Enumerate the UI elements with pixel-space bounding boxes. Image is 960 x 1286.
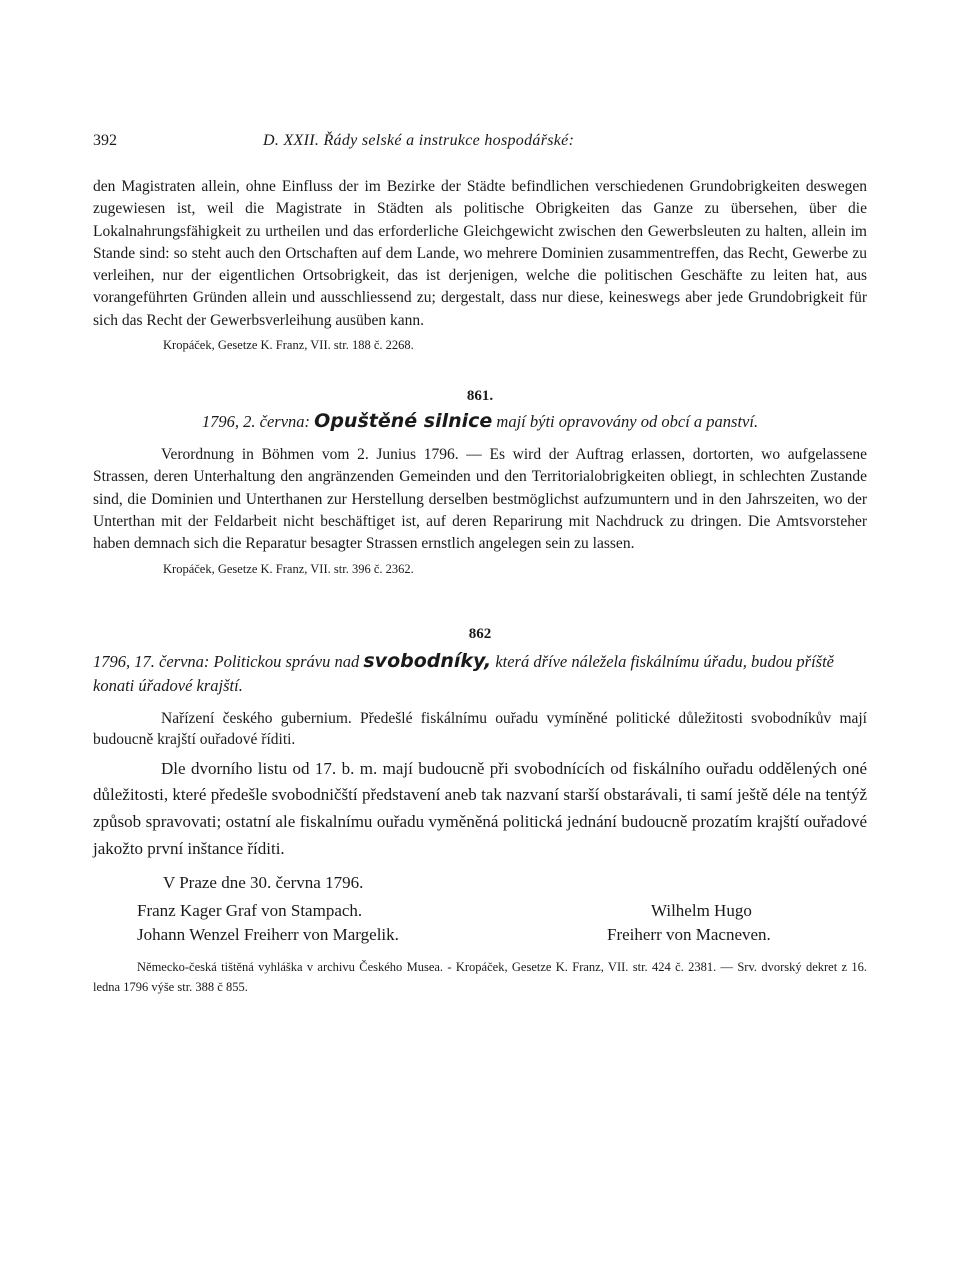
signature-left-2: Johann Wenzel Freiherr von Margelik. <box>137 924 399 944</box>
intro-paragraph: den Magistraten allein, ohne Einfluss der im Bezirke der Städte befindlichen verschiedenen Grundobrigkeiten deswegen zugewiesen ist, weil die Magistrate in Städten als politische Obrigkeiten das Ganze zu übersehen, über die Lokalnahrungsfähigkeit zu urtheilen und das erforderliche Gleichgewicht zwischen den Gewerbsleuten zu halten, allein im Stande sind: so steht auch den Ortschaften auf dem Lande, wo mehrere Dominien zusammentreffen, das Recht, Gewerbe zu verleihen, nur der eigentlichen Ortsobrigkeit, das ist derjenigen, welche die politischen Geschäfte zu leiten hat, aus vorangeführten Gründen allein und ausschliessend zu; dergestalt, dass nur diese, keineswegs aber jede Grundobrigkeit für sich das Recht der Gewerbsverleihung ausüben kann. <box>93 178 867 329</box>
section-861-body: Verordnung in Böhmen vom 2. Junius 1796. — Es wird der Auftrag erlassen, dortorten, wo aufgelassene Strassen, deren Unterhaltung den angränzenden Gemeinden und den Territorialobrigkeiten obliegt, in schlechten Zustande sind, die Dominien und Unterthanen zur Herstellung derselben bestmöglichst aufzumuntern und in den Jahrszeiten, wo der Unterthan mit der Feldarbeit nicht beschäftiget ist, auf deren Reparirung mit Nachdruck zu dringen. Die Amtsvorsteher haben demnach sich die Reparatur besagter Strassen ernstlich angelegen sein zu lassen. <box>93 446 867 553</box>
signatures-left <box>137 899 399 947</box>
section-862-body: Dle dvorního listu od 17. b. m. mají budoucně při svobodnících od fiskálního ouřadu oddělených oné důležitosti, které předešle svobodničští představení aneb tak nazvaní starší obstarávali, ti samí ještě déle na tentýž způsob spravovati; ostatní ale fiskalnímu ouřadu vyměněná politická jednání budoucně prozatím krajští ouřadové jakožto první inštance říditi. <box>93 758 867 858</box>
section-861-heading <box>93 409 867 434</box>
intro-source: Kropáček, Gesetze K. Franz, VII. str. 188 č. 2268. <box>163 338 414 353</box>
signatures <box>93 899 867 951</box>
page-header <box>93 132 867 156</box>
signature-right-1: Wilhelm Hugo <box>651 900 752 920</box>
running-title: D. XXII. Řády selské a instrukce hospodářské: <box>263 132 575 149</box>
page-number: 392 <box>93 132 117 149</box>
section-862-bold-phrase: svobodníky, <box>363 649 492 672</box>
section-861-number: 861. <box>466 388 494 405</box>
section-862-number: 862 <box>468 625 492 642</box>
section-862-heading-post: která dříve náležela fiskálnímu úřadu, budou příště konati úřadové krajští. <box>93 651 834 695</box>
section-862-place-date: V Praze dne 30. června 1796. <box>163 872 364 892</box>
section-862-heading-pre: Politickou správu nad <box>213 651 360 671</box>
section-862-summary: Nařízení českého gubernium. Předešlé fiskálnímu ouřadu vymíněné politické důležitosti svobodníkův mají budoucně krajští ouřadové říditi. <box>93 709 867 748</box>
signature-left-1: Franz Kager Graf von Stampach. <box>137 900 363 920</box>
section-861-heading-rest: mají býti opravovány od obcí a panství. <box>496 412 759 432</box>
section-862-heading <box>93 649 867 698</box>
document-page <box>93 132 867 1009</box>
section-862-note: Německo-česká tištěná vyhláška v archivu Českého Musea. - Kropáček, Gesetze K. Franz, VII. str. 424 č. 2381. — Srv. dvorský dekret z 16. ledna 1796 výše str. 388 č 855. <box>93 959 867 994</box>
section-861-source: Kropáček, Gesetze K. Franz, VII. str. 396 č. 2362. <box>163 561 414 576</box>
signature-right-2: Freiherr von Macneven. <box>607 924 771 944</box>
section-861-bold-phrase: Opuštěné silnice <box>314 410 493 433</box>
section-861-date: 1796, 2. června: <box>201 412 311 432</box>
section-862-date: 1796, 17. června: <box>93 651 210 671</box>
